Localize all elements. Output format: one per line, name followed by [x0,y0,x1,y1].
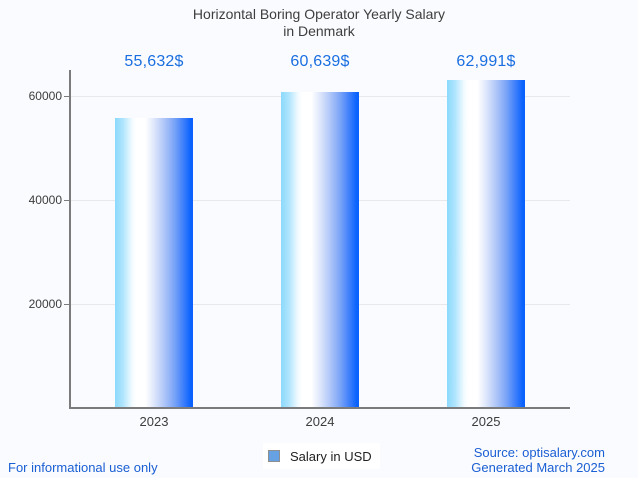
x-axis-label-2024: 2024 [305,414,335,429]
x-axis-line [69,407,570,409]
value-label-2023: 55,632$ [124,53,184,70]
y-axis-tick-label: 20000 [28,297,62,311]
y-axis-line [69,70,71,409]
bar-2024 [281,92,359,408]
y-axis-tick [64,200,70,201]
x-axis-label-2023: 2023 [139,414,169,429]
source-block [471,445,605,475]
chart-title-line1: Horizontal Boring Operator Yearly Salary [192,6,446,22]
y-axis-tick [64,304,70,305]
bar-2025 [447,80,525,408]
x-axis-label-2025: 2025 [471,414,501,429]
legend-label: Salary in USD [290,448,372,464]
source-text: Source: optisalary.com [473,445,605,460]
disclaimer-text: For informational use only [8,460,158,475]
bar-2023 [115,118,193,408]
chart-title-line2: in Denmark [283,23,355,39]
y-axis-tick [64,96,70,97]
value-label-2024: 60,639$ [290,53,350,70]
y-axis-tick-label: 40000 [28,193,62,207]
generated-text: Generated March 2025 [471,460,605,475]
legend [263,443,380,469]
y-axis-tick-label: 60000 [28,89,62,103]
legend-swatch-icon [268,450,280,462]
value-label-2025: 62,991$ [456,53,516,70]
